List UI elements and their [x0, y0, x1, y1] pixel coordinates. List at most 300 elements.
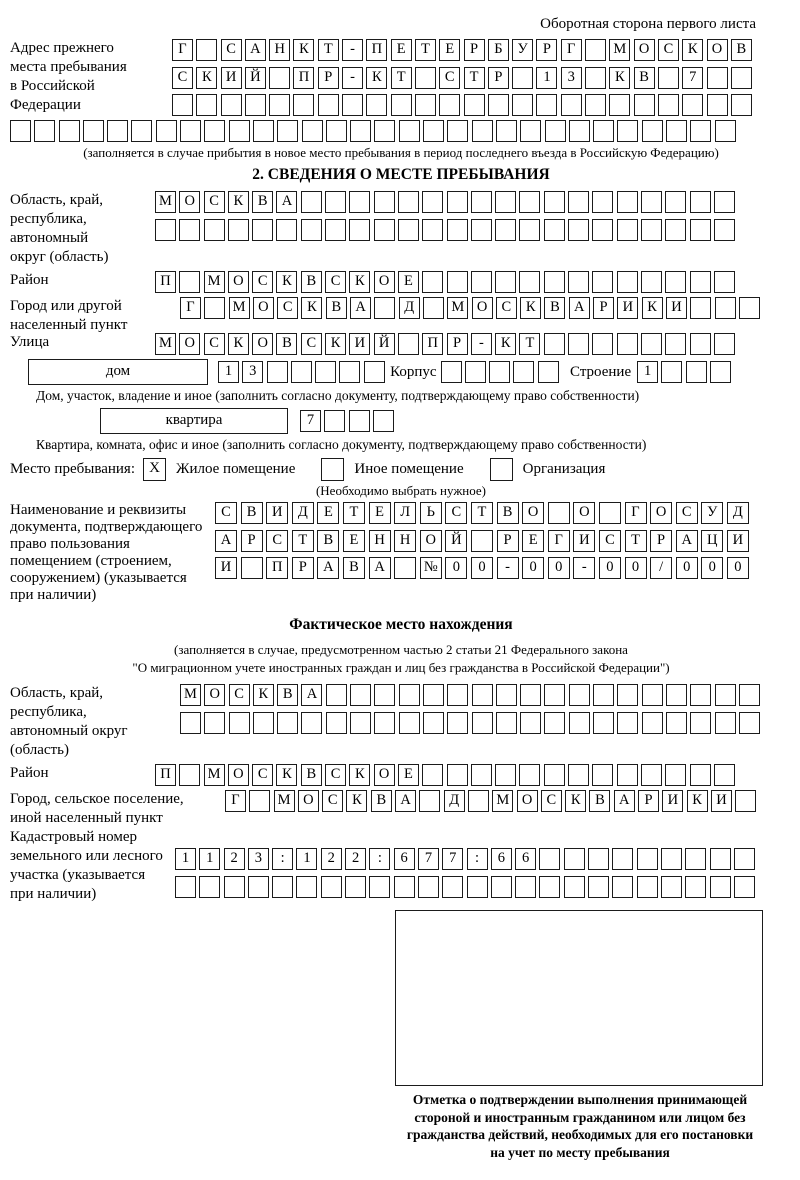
- char-cell[interactable]: П: [366, 39, 387, 61]
- char-cell[interactable]: [373, 410, 394, 432]
- char-cell[interactable]: О: [573, 502, 595, 524]
- char-cell[interactable]: [471, 764, 492, 786]
- char-cell[interactable]: О: [253, 297, 274, 319]
- char-cell[interactable]: С: [496, 297, 517, 319]
- char-cell[interactable]: К: [366, 67, 387, 89]
- char-cell[interactable]: В: [497, 502, 519, 524]
- char-cell[interactable]: [735, 790, 756, 812]
- char-cell[interactable]: [617, 219, 638, 241]
- char-cell[interactable]: 0: [625, 557, 647, 579]
- char-cell[interactable]: 1: [175, 848, 196, 870]
- char-cell[interactable]: [588, 876, 609, 898]
- char-cell[interactable]: 7: [442, 848, 463, 870]
- char-cell[interactable]: [609, 94, 630, 116]
- char-cell[interactable]: [253, 120, 274, 142]
- char-cell[interactable]: [204, 219, 225, 241]
- char-cell[interactable]: [229, 120, 250, 142]
- char-cell[interactable]: [471, 271, 492, 293]
- char-cell[interactable]: [544, 764, 565, 786]
- char-cell[interactable]: С: [215, 502, 237, 524]
- char-cell[interactable]: С: [172, 67, 193, 89]
- char-cell[interactable]: [423, 712, 444, 734]
- char-cell[interactable]: О: [707, 39, 728, 61]
- char-cell[interactable]: [641, 219, 662, 241]
- char-cell[interactable]: [495, 271, 516, 293]
- char-cell[interactable]: М: [229, 297, 250, 319]
- char-cell[interactable]: С: [658, 39, 679, 61]
- char-cell[interactable]: 0: [599, 557, 621, 579]
- char-cell[interactable]: [366, 94, 387, 116]
- char-cell[interactable]: Б: [488, 39, 509, 61]
- checkbox-organization[interactable]: [490, 458, 513, 481]
- char-cell[interactable]: Т: [391, 67, 412, 89]
- char-cell[interactable]: [488, 94, 509, 116]
- char-cell[interactable]: В: [301, 271, 322, 293]
- char-cell[interactable]: О: [374, 271, 395, 293]
- char-cell[interactable]: [422, 219, 443, 241]
- char-cell[interactable]: [617, 684, 638, 706]
- char-cell[interactable]: [538, 361, 559, 383]
- char-cell[interactable]: Г: [561, 39, 582, 61]
- char-cell[interactable]: [394, 876, 415, 898]
- char-cell[interactable]: [180, 120, 201, 142]
- char-cell[interactable]: П: [266, 557, 288, 579]
- char-cell[interactable]: 6: [491, 848, 512, 870]
- char-cell[interactable]: [612, 848, 633, 870]
- char-cell[interactable]: [714, 191, 735, 213]
- char-cell[interactable]: 1: [218, 361, 239, 383]
- char-cell[interactable]: [731, 67, 752, 89]
- char-cell[interactable]: [293, 94, 314, 116]
- char-cell[interactable]: К: [349, 764, 370, 786]
- char-cell[interactable]: [568, 271, 589, 293]
- char-cell[interactable]: [467, 876, 488, 898]
- char-cell[interactable]: [291, 361, 312, 383]
- char-cell[interactable]: [666, 120, 687, 142]
- char-cell[interactable]: [544, 712, 565, 734]
- char-cell[interactable]: [301, 712, 322, 734]
- char-cell[interactable]: [252, 219, 273, 241]
- char-cell[interactable]: Т: [471, 502, 493, 524]
- checkbox-residential[interactable]: X: [143, 458, 166, 481]
- char-cell[interactable]: [665, 333, 686, 355]
- char-cell[interactable]: [734, 876, 755, 898]
- char-cell[interactable]: [715, 120, 736, 142]
- char-cell[interactable]: [512, 67, 533, 89]
- char-cell[interactable]: С: [439, 67, 460, 89]
- char-cell[interactable]: [734, 848, 755, 870]
- char-cell[interactable]: [545, 120, 566, 142]
- char-cell[interactable]: [269, 67, 290, 89]
- char-cell[interactable]: М: [204, 764, 225, 786]
- char-cell[interactable]: [415, 94, 436, 116]
- char-cell[interactable]: К: [228, 333, 249, 355]
- char-cell[interactable]: [495, 219, 516, 241]
- char-cell[interactable]: [398, 191, 419, 213]
- char-cell[interactable]: [248, 876, 269, 898]
- char-cell[interactable]: [690, 120, 711, 142]
- char-cell[interactable]: Г: [548, 530, 570, 552]
- char-cell[interactable]: [471, 530, 493, 552]
- char-cell[interactable]: [690, 712, 711, 734]
- char-cell[interactable]: [568, 333, 589, 355]
- char-cell[interactable]: И: [666, 297, 687, 319]
- char-cell[interactable]: Л: [394, 502, 416, 524]
- char-cell[interactable]: 0: [727, 557, 749, 579]
- char-cell[interactable]: [512, 94, 533, 116]
- char-cell[interactable]: [641, 191, 662, 213]
- char-cell[interactable]: [661, 876, 682, 898]
- char-cell[interactable]: Р: [536, 39, 557, 61]
- char-cell[interactable]: Д: [292, 502, 314, 524]
- char-cell[interactable]: А: [245, 39, 266, 61]
- char-cell[interactable]: [253, 712, 274, 734]
- char-cell[interactable]: [196, 94, 217, 116]
- char-cell[interactable]: [326, 684, 347, 706]
- char-cell[interactable]: Е: [317, 502, 339, 524]
- char-cell[interactable]: А: [369, 557, 391, 579]
- char-cell[interactable]: [349, 191, 370, 213]
- char-cell[interactable]: К: [253, 684, 274, 706]
- char-cell[interactable]: [665, 271, 686, 293]
- char-cell[interactable]: [519, 219, 540, 241]
- char-cell[interactable]: М: [155, 333, 176, 355]
- char-cell[interactable]: П: [155, 271, 176, 293]
- char-cell[interactable]: [326, 712, 347, 734]
- char-cell[interactable]: [707, 94, 728, 116]
- char-cell[interactable]: [374, 297, 395, 319]
- char-cell[interactable]: [686, 361, 707, 383]
- char-cell[interactable]: [245, 94, 266, 116]
- char-cell[interactable]: [641, 271, 662, 293]
- char-cell[interactable]: Г: [172, 39, 193, 61]
- char-cell[interactable]: Е: [391, 39, 412, 61]
- char-cell[interactable]: В: [343, 557, 365, 579]
- char-cell[interactable]: [204, 120, 225, 142]
- char-cell[interactable]: [10, 120, 31, 142]
- char-cell[interactable]: [496, 120, 517, 142]
- char-cell[interactable]: [714, 219, 735, 241]
- char-cell[interactable]: [345, 876, 366, 898]
- char-cell[interactable]: [569, 684, 590, 706]
- char-cell[interactable]: [690, 271, 711, 293]
- char-cell[interactable]: Д: [727, 502, 749, 524]
- char-cell[interactable]: [592, 191, 613, 213]
- char-cell[interactable]: У: [701, 502, 723, 524]
- char-cell[interactable]: [707, 67, 728, 89]
- char-cell[interactable]: Е: [398, 764, 419, 786]
- char-cell[interactable]: [489, 361, 510, 383]
- char-cell[interactable]: [302, 120, 323, 142]
- char-cell[interactable]: -: [573, 557, 595, 579]
- char-cell[interactable]: [544, 219, 565, 241]
- char-cell[interactable]: [318, 94, 339, 116]
- char-cell[interactable]: [180, 712, 201, 734]
- char-cell[interactable]: [471, 191, 492, 213]
- char-cell[interactable]: К: [565, 790, 586, 812]
- char-cell[interactable]: [374, 191, 395, 213]
- char-cell[interactable]: Е: [343, 530, 365, 552]
- char-cell[interactable]: С: [277, 297, 298, 319]
- char-cell[interactable]: [658, 94, 679, 116]
- char-cell[interactable]: 0: [471, 557, 493, 579]
- char-cell[interactable]: [617, 120, 638, 142]
- char-cell[interactable]: [637, 848, 658, 870]
- char-cell[interactable]: [544, 684, 565, 706]
- char-cell[interactable]: [685, 876, 706, 898]
- char-cell[interactable]: С: [541, 790, 562, 812]
- char-cell[interactable]: О: [472, 297, 493, 319]
- char-cell[interactable]: П: [155, 764, 176, 786]
- char-cell[interactable]: С: [599, 530, 621, 552]
- char-cell[interactable]: [249, 790, 270, 812]
- char-cell[interactable]: [642, 712, 663, 734]
- char-cell[interactable]: 1: [637, 361, 658, 383]
- char-cell[interactable]: О: [179, 191, 200, 213]
- char-cell[interactable]: [349, 410, 370, 432]
- char-cell[interactable]: [642, 120, 663, 142]
- char-cell[interactable]: №: [420, 557, 442, 579]
- char-cell[interactable]: С: [322, 790, 343, 812]
- char-cell[interactable]: С: [221, 39, 242, 61]
- char-cell[interactable]: И: [727, 530, 749, 552]
- char-cell[interactable]: 3: [242, 361, 263, 383]
- char-cell[interactable]: [561, 94, 582, 116]
- char-cell[interactable]: Т: [292, 530, 314, 552]
- char-cell[interactable]: [399, 684, 420, 706]
- char-cell[interactable]: 2: [345, 848, 366, 870]
- char-cell[interactable]: [196, 39, 217, 61]
- char-cell[interactable]: [269, 94, 290, 116]
- char-cell[interactable]: -: [497, 557, 519, 579]
- char-cell[interactable]: [439, 94, 460, 116]
- char-cell[interactable]: Е: [439, 39, 460, 61]
- char-cell[interactable]: [241, 557, 263, 579]
- char-cell[interactable]: А: [614, 790, 635, 812]
- char-cell[interactable]: К: [349, 271, 370, 293]
- char-cell[interactable]: [465, 361, 486, 383]
- char-cell[interactable]: А: [676, 530, 698, 552]
- char-cell[interactable]: [568, 191, 589, 213]
- char-cell[interactable]: [593, 120, 614, 142]
- char-cell[interactable]: 7: [300, 410, 321, 432]
- char-cell[interactable]: [419, 790, 440, 812]
- char-cell[interactable]: И: [617, 297, 638, 319]
- char-cell[interactable]: -: [471, 333, 492, 355]
- char-cell[interactable]: М: [155, 191, 176, 213]
- char-cell[interactable]: К: [276, 764, 297, 786]
- char-cell[interactable]: С: [301, 333, 322, 355]
- char-cell[interactable]: [447, 271, 468, 293]
- char-cell[interactable]: [548, 502, 570, 524]
- char-cell[interactable]: [276, 219, 297, 241]
- char-cell[interactable]: [690, 333, 711, 355]
- char-cell[interactable]: [592, 271, 613, 293]
- char-cell[interactable]: [585, 67, 606, 89]
- char-cell[interactable]: В: [277, 684, 298, 706]
- char-cell[interactable]: [277, 712, 298, 734]
- char-cell[interactable]: Й: [445, 530, 467, 552]
- char-cell[interactable]: [593, 712, 614, 734]
- char-cell[interactable]: 2: [224, 848, 245, 870]
- char-cell[interactable]: В: [252, 191, 273, 213]
- char-cell[interactable]: [568, 219, 589, 241]
- char-cell[interactable]: 0: [522, 557, 544, 579]
- char-cell[interactable]: Н: [394, 530, 416, 552]
- char-cell[interactable]: -: [342, 67, 363, 89]
- char-cell[interactable]: Р: [464, 39, 485, 61]
- char-cell[interactable]: М: [204, 271, 225, 293]
- char-cell[interactable]: В: [326, 297, 347, 319]
- char-cell[interactable]: А: [569, 297, 590, 319]
- char-cell[interactable]: [472, 684, 493, 706]
- char-cell[interactable]: [398, 219, 419, 241]
- char-cell[interactable]: В: [276, 333, 297, 355]
- char-cell[interactable]: [599, 502, 621, 524]
- char-cell[interactable]: Г: [180, 297, 201, 319]
- char-cell[interactable]: [418, 876, 439, 898]
- char-cell[interactable]: Й: [374, 333, 395, 355]
- char-cell[interactable]: [301, 191, 322, 213]
- checkbox-other-premises[interactable]: [321, 458, 344, 481]
- char-cell[interactable]: В: [301, 764, 322, 786]
- char-cell[interactable]: [374, 684, 395, 706]
- char-cell[interactable]: Р: [292, 557, 314, 579]
- char-cell[interactable]: [59, 120, 80, 142]
- char-cell[interactable]: [666, 684, 687, 706]
- char-cell[interactable]: [374, 120, 395, 142]
- char-cell[interactable]: [464, 94, 485, 116]
- char-cell[interactable]: [175, 876, 196, 898]
- char-cell[interactable]: И: [662, 790, 683, 812]
- char-cell[interactable]: О: [204, 684, 225, 706]
- char-cell[interactable]: 1: [296, 848, 317, 870]
- char-cell[interactable]: [519, 191, 540, 213]
- char-cell[interactable]: А: [215, 530, 237, 552]
- char-cell[interactable]: [325, 219, 346, 241]
- char-cell[interactable]: [399, 712, 420, 734]
- char-cell[interactable]: [447, 120, 468, 142]
- char-cell[interactable]: Т: [464, 67, 485, 89]
- char-cell[interactable]: [339, 361, 360, 383]
- char-cell[interactable]: У: [512, 39, 533, 61]
- char-cell[interactable]: С: [252, 271, 273, 293]
- char-cell[interactable]: [641, 764, 662, 786]
- char-cell[interactable]: [272, 876, 293, 898]
- char-cell[interactable]: [513, 361, 534, 383]
- char-cell[interactable]: 2: [321, 848, 342, 870]
- char-cell[interactable]: С: [204, 191, 225, 213]
- char-cell[interactable]: 3: [248, 848, 269, 870]
- char-cell[interactable]: [495, 191, 516, 213]
- char-cell[interactable]: [447, 191, 468, 213]
- char-cell[interactable]: К: [682, 39, 703, 61]
- char-cell[interactable]: Т: [318, 39, 339, 61]
- char-cell[interactable]: [447, 764, 468, 786]
- char-cell[interactable]: В: [634, 67, 655, 89]
- char-cell[interactable]: Р: [593, 297, 614, 319]
- char-cell[interactable]: Р: [241, 530, 263, 552]
- char-cell[interactable]: [83, 120, 104, 142]
- char-cell[interactable]: [326, 120, 347, 142]
- char-cell[interactable]: 6: [515, 848, 536, 870]
- char-cell[interactable]: [423, 684, 444, 706]
- char-cell[interactable]: [715, 712, 736, 734]
- char-cell[interactable]: [539, 848, 560, 870]
- char-cell[interactable]: [398, 333, 419, 355]
- char-cell[interactable]: 6: [394, 848, 415, 870]
- char-cell[interactable]: 0: [445, 557, 467, 579]
- char-cell[interactable]: [422, 191, 443, 213]
- char-cell[interactable]: М: [447, 297, 468, 319]
- char-cell[interactable]: С: [445, 502, 467, 524]
- char-cell[interactable]: [641, 333, 662, 355]
- char-cell[interactable]: О: [298, 790, 319, 812]
- char-cell[interactable]: [495, 764, 516, 786]
- char-cell[interactable]: Т: [519, 333, 540, 355]
- char-cell[interactable]: Г: [225, 790, 246, 812]
- char-cell[interactable]: [350, 684, 371, 706]
- char-cell[interactable]: К: [642, 297, 663, 319]
- char-cell[interactable]: [685, 848, 706, 870]
- char-cell[interactable]: [617, 191, 638, 213]
- char-cell[interactable]: [690, 764, 711, 786]
- char-cell[interactable]: [374, 712, 395, 734]
- char-cell[interactable]: [536, 94, 557, 116]
- char-cell[interactable]: [592, 219, 613, 241]
- char-cell[interactable]: Т: [343, 502, 365, 524]
- char-cell[interactable]: И: [711, 790, 732, 812]
- char-cell[interactable]: 1: [536, 67, 557, 89]
- char-cell[interactable]: К: [495, 333, 516, 355]
- char-cell[interactable]: [637, 876, 658, 898]
- char-cell[interactable]: О: [228, 271, 249, 293]
- char-cell[interactable]: П: [293, 67, 314, 89]
- char-cell[interactable]: [415, 67, 436, 89]
- char-cell[interactable]: [472, 120, 493, 142]
- char-cell[interactable]: К: [609, 67, 630, 89]
- char-cell[interactable]: [520, 712, 541, 734]
- char-cell[interactable]: [364, 361, 385, 383]
- char-cell[interactable]: Р: [318, 67, 339, 89]
- char-cell[interactable]: [468, 790, 489, 812]
- char-cell[interactable]: [107, 120, 128, 142]
- char-cell[interactable]: В: [731, 39, 752, 61]
- char-cell[interactable]: -: [342, 39, 363, 61]
- char-cell[interactable]: [665, 764, 686, 786]
- char-cell[interactable]: [156, 120, 177, 142]
- char-cell[interactable]: [315, 361, 336, 383]
- char-cell[interactable]: [617, 333, 638, 355]
- char-cell[interactable]: [325, 191, 346, 213]
- char-cell[interactable]: [172, 94, 193, 116]
- char-cell[interactable]: [422, 764, 443, 786]
- char-cell[interactable]: [690, 684, 711, 706]
- char-cell[interactable]: Е: [369, 502, 391, 524]
- char-cell[interactable]: [544, 333, 565, 355]
- char-cell[interactable]: [665, 191, 686, 213]
- char-cell[interactable]: [34, 120, 55, 142]
- char-cell[interactable]: Р: [650, 530, 672, 552]
- char-cell[interactable]: [715, 684, 736, 706]
- char-cell[interactable]: [569, 712, 590, 734]
- char-cell[interactable]: О: [650, 502, 672, 524]
- char-cell[interactable]: [714, 333, 735, 355]
- char-cell[interactable]: [539, 876, 560, 898]
- char-cell[interactable]: [229, 712, 250, 734]
- char-cell[interactable]: [739, 684, 760, 706]
- char-cell[interactable]: [666, 712, 687, 734]
